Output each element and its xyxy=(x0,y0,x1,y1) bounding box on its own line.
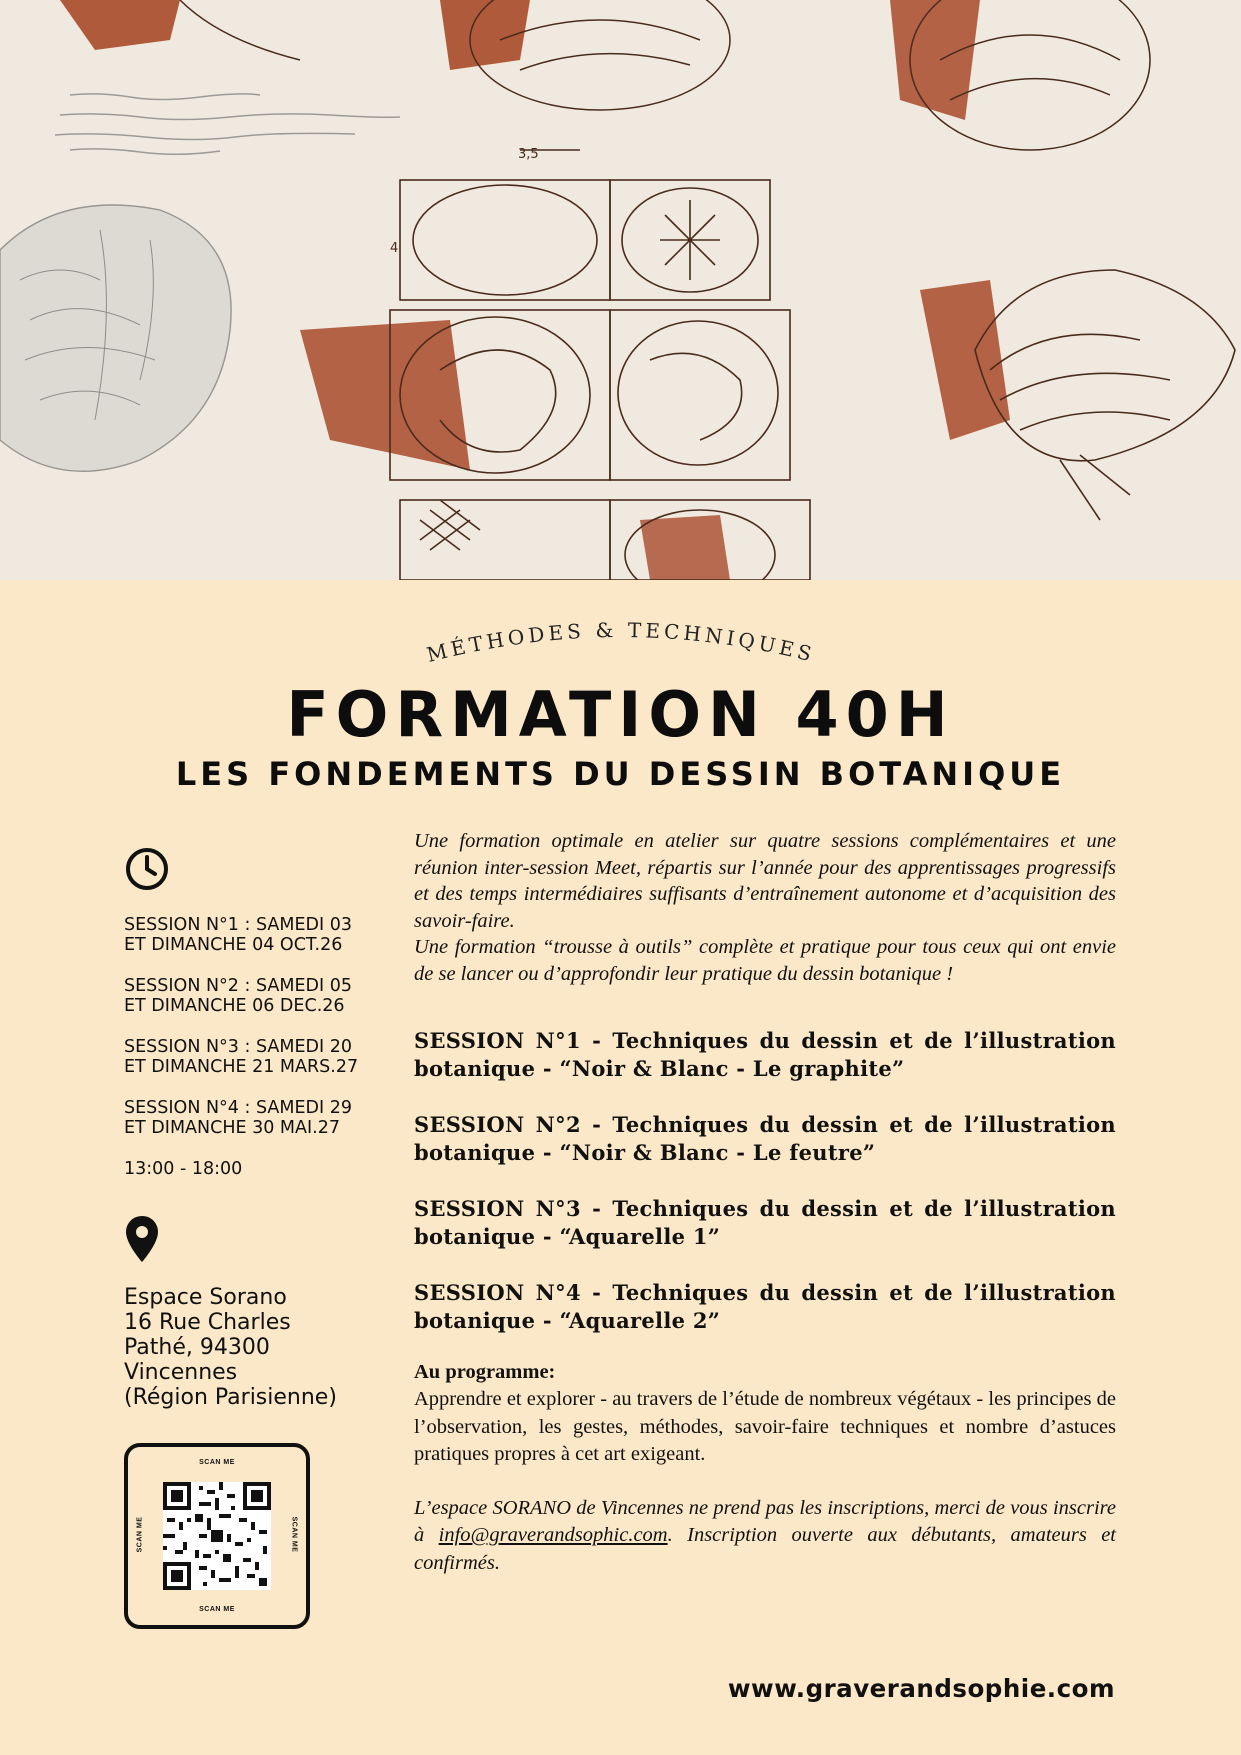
session-description: SESSION N°1 - Techniques du dessin et de l’illustration botanique - “Noir & Blanc - Le graphite” xyxy=(414,1028,1116,1081)
contact-email-link[interactable]: info@graverandsophic.com xyxy=(438,1524,668,1546)
schedule-list xyxy=(124,915,394,1179)
qr-pattern xyxy=(163,1482,271,1590)
hero-sketch-image xyxy=(0,0,1241,580)
qr-label: SCAN ME xyxy=(199,1459,235,1466)
session-description: SESSION N°4 - Techniques du dessin et de l’illustration botanique - “Aquarelle 2” xyxy=(414,1280,1116,1333)
intro-paragraph-2: Une formation “trousse à outils” complète et pratique pour tous ceux qui ont envie de se lancer ou d’approfondir leur pratique du dessin botanique ! xyxy=(414,936,1116,985)
intro-paragraph: Une formation optimale en atelier sur quatre sessions complémentaires et une réunion inter-session Meet, répartis sur l’année pour des apprentissages progressifs et des temps intermédiaires suffisants d’entraînement autonome et d’acquisition des savoir-faire. xyxy=(414,830,1116,932)
registration-note: L’espace SORANO de Vincennes ne prend pas les inscriptions, merci de vous inscrire à info@graverandsophic.com. Inscription ouverte aux débutants, amateurs et confirmés. xyxy=(414,1496,1117,1574)
qr-label: SCAN ME xyxy=(199,1606,235,1613)
svg-text:MÉTHODES & TECHNIQUES: MÉTHODES & TECHNIQUES xyxy=(423,617,818,667)
qr-label: SCAN ME xyxy=(136,1516,144,1553)
kicker-text xyxy=(0,612,1241,677)
qr-label: SCAN ME xyxy=(290,1516,298,1553)
map-pin-icon xyxy=(124,1214,160,1269)
session-description: SESSION N°3 - Techniques du dessin et de l’illustration botanique - “Aquarelle 1” xyxy=(414,1196,1116,1249)
schedule-item: SESSION N°1 : SAMEDI 03 ET DIMANCHE 04 OCT.26 xyxy=(124,915,352,955)
schedule-item: SESSION N°2 : SAMEDI 05 ET DIMANCHE 06 DEC.26 xyxy=(124,976,352,1016)
schedule-item: SESSION N°3 : SAMEDI 20 ET DIMANCHE 21 MARS.27 xyxy=(124,1037,359,1077)
clock-icon xyxy=(124,846,170,897)
website-link[interactable]: www.graverandsophie.com xyxy=(727,1674,1115,1703)
page-title: FORMATION 40H xyxy=(286,678,955,751)
schedule-hours: 13:00 - 18:00 xyxy=(124,1159,243,1179)
page-subtitle: LES FONDEMENTS DU DESSIN BOTANIQUE xyxy=(175,755,1066,793)
sketch-measure-side: 4 xyxy=(390,241,399,256)
sketch-measure-label: 3,5 xyxy=(518,147,539,162)
venue-address: Espace Sorano 16 Rue Charles Pathé, 94300 Vincennes (Région Parisienne) xyxy=(124,1285,337,1410)
program-heading: Au programme: xyxy=(414,1361,556,1383)
session-description: SESSION N°2 - Techniques du dessin et de l’illustration botanique - “Noir & Blanc - Le feutre” xyxy=(414,1112,1116,1165)
qr-code[interactable] xyxy=(124,1443,310,1629)
schedule-item: SESSION N°4 : SAMEDI 29 ET DIMANCHE 30 MAI.27 xyxy=(124,1098,352,1138)
description-column xyxy=(414,828,1116,1577)
program-text: Apprendre et explorer - au travers de l’étude de nombreux végétaux - les principes de l’observation, les gestes, méthodes, savoir-faire techniques et nombre d’astuces pratiques propres à cet art exigeant. xyxy=(414,1388,1116,1465)
